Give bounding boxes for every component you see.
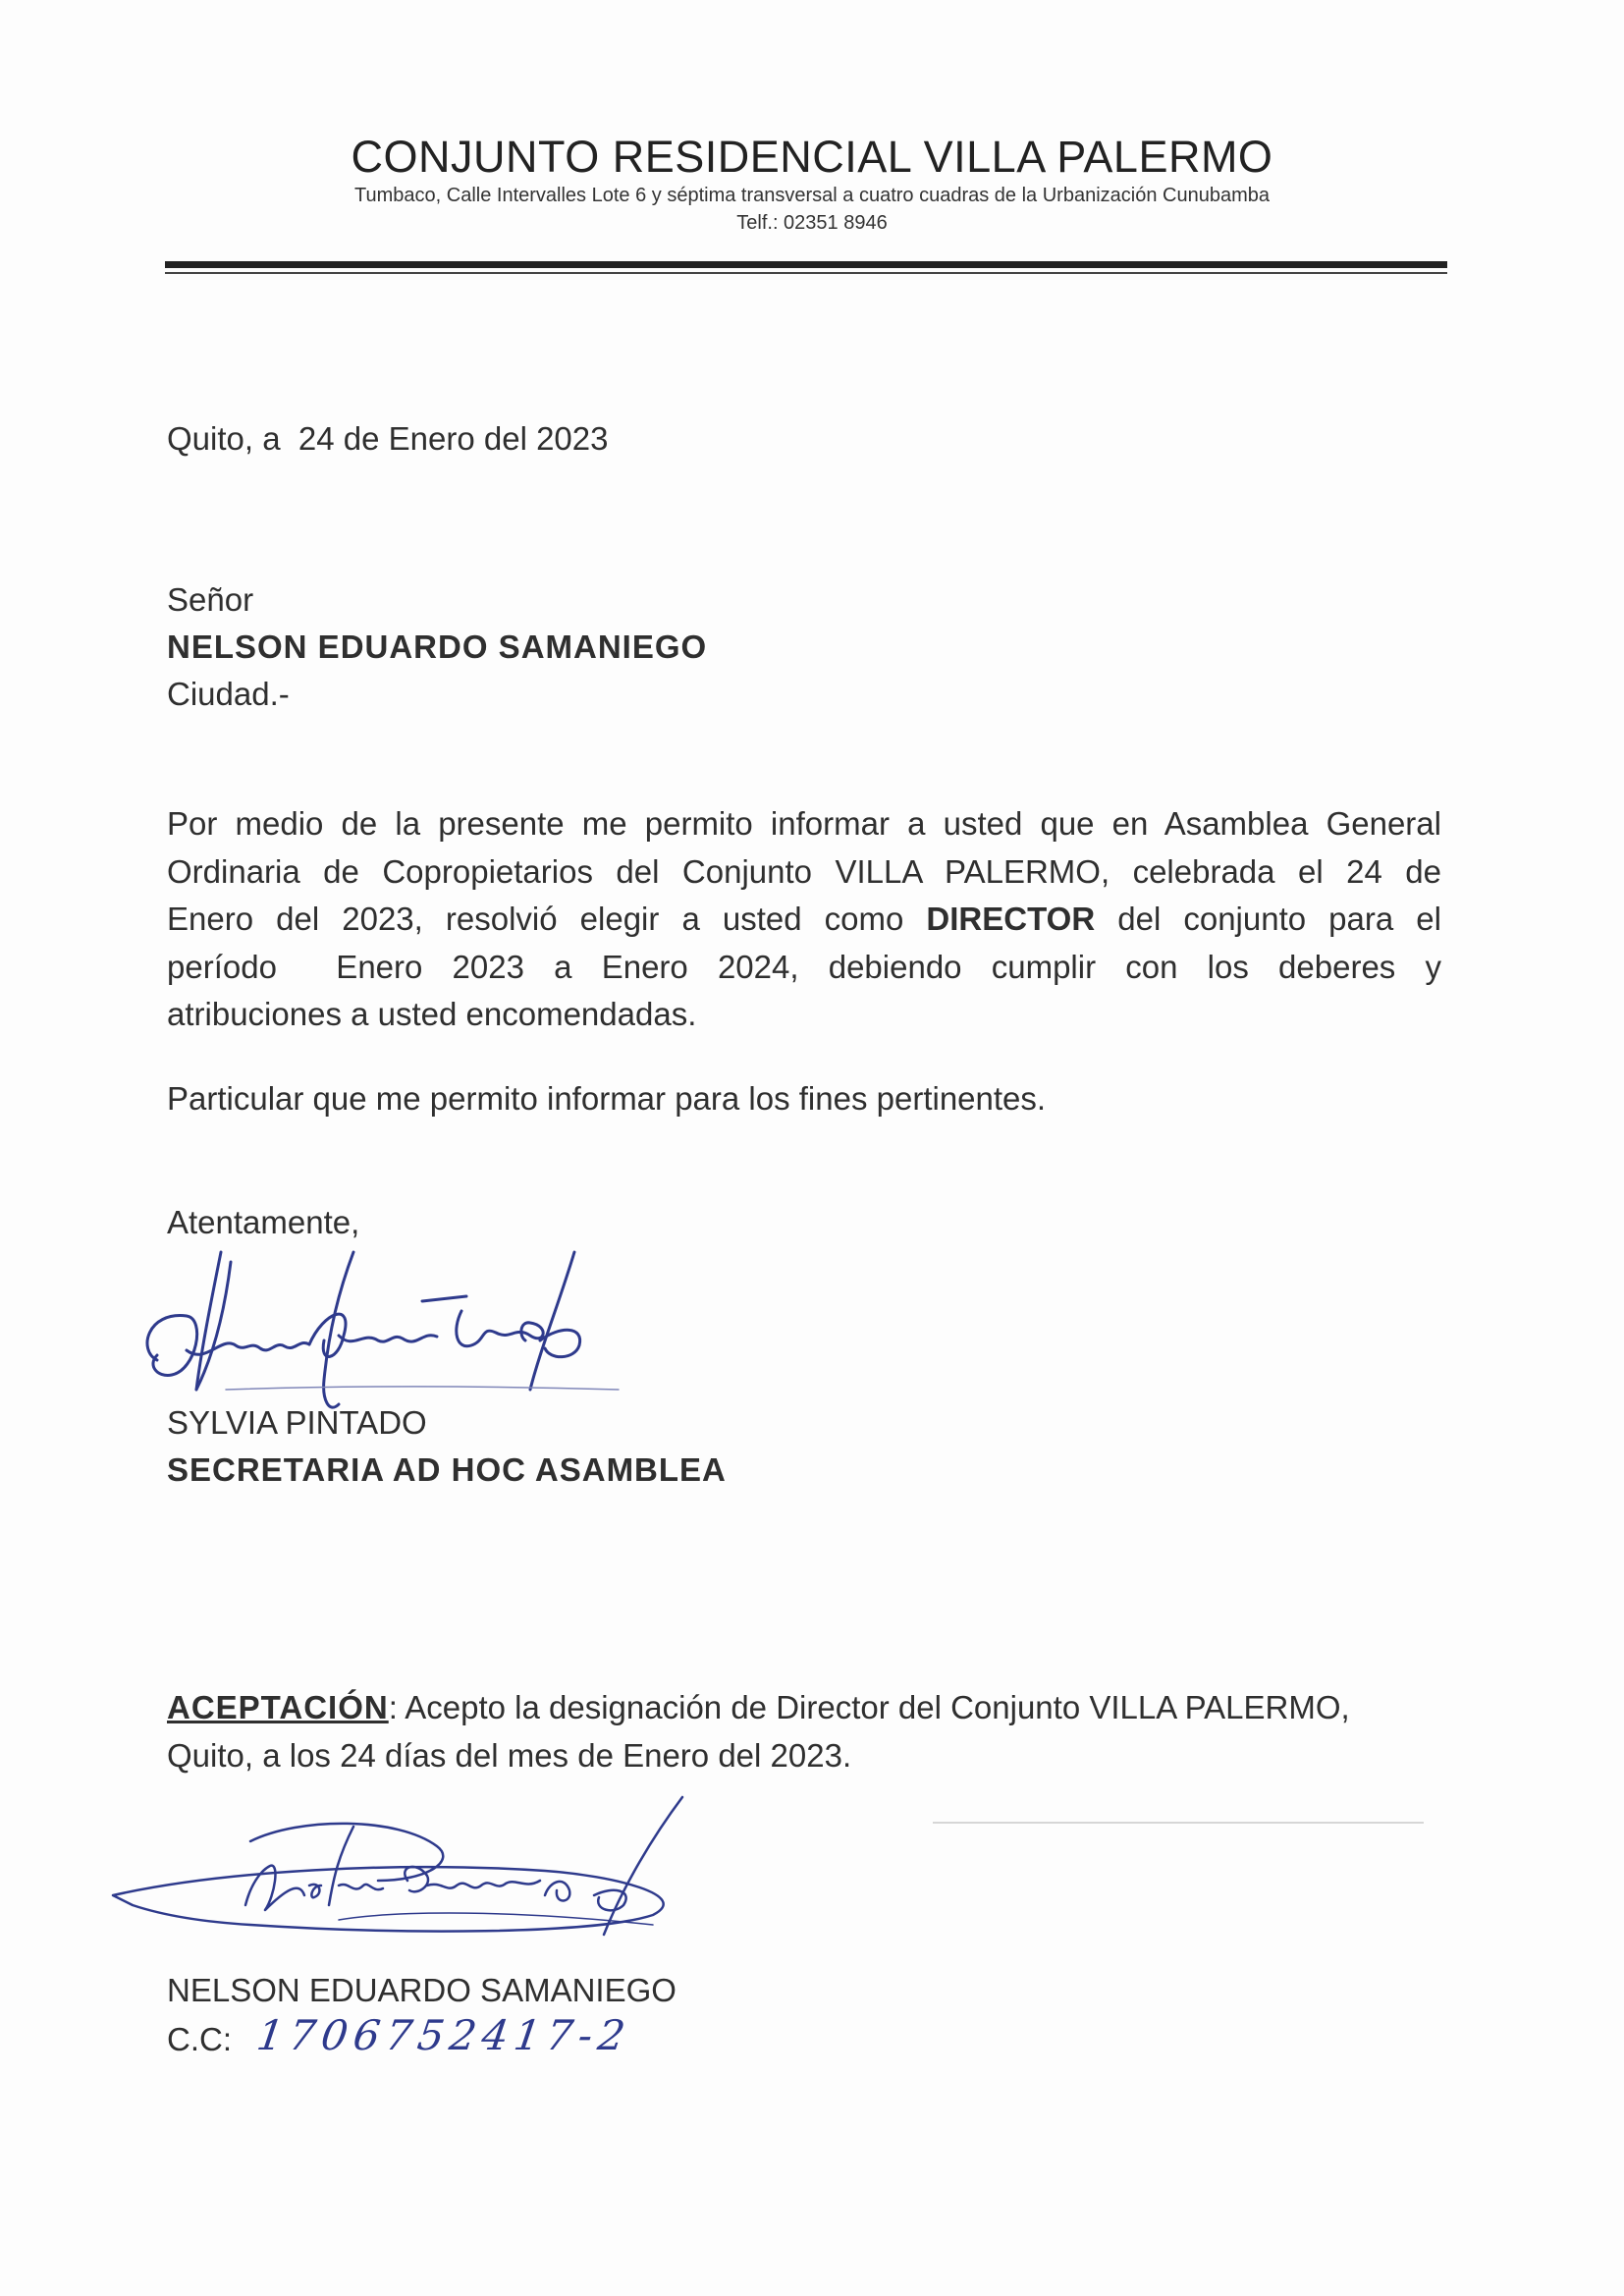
secretary-name: SYLVIA PINTADO bbox=[167, 1404, 427, 1441]
acceptor-id-handwritten: 1706752417-2 bbox=[253, 2011, 634, 2059]
acceptance-line-1 bbox=[167, 1689, 1453, 1726]
acceptor-name: NELSON EDUARDO SAMANIEGO bbox=[167, 1972, 677, 2008]
secretary-signature bbox=[128, 1242, 638, 1419]
body-line-5: atribuciones a usted encomendadas. bbox=[167, 996, 697, 1032]
body-line-3 bbox=[167, 896, 1441, 944]
sign-off: Atentamente, bbox=[167, 1204, 360, 1240]
letterhead-phone: Telf.: 02351 8946 bbox=[736, 212, 888, 234]
closing-note: Particular que me permito informar para los fines pertinentes. bbox=[167, 1080, 1047, 1117]
acceptance-line-2: Quito, a los 24 días del mes de Enero del 2023. bbox=[167, 1737, 852, 1774]
letterhead-address: Tumbaco, Calle Intervalles Lote 6 y séptima transversal a cuatro cuadras de la Urbanización Cunubamba bbox=[354, 185, 1270, 206]
recipient-salutation: Señor bbox=[167, 581, 254, 618]
acceptor-signature bbox=[103, 1787, 692, 1954]
acceptance-text-1: : Acepto la designación de Director del Conjunto VILLA PALERMO, bbox=[388, 1689, 1350, 1725]
date-line: Quito, a 24 de Enero del 2023 bbox=[167, 420, 609, 457]
letterhead-rule-thin bbox=[165, 272, 1447, 274]
body-line-1: Por medio de la presente me permito informar a usted que en Asamblea General bbox=[167, 805, 1441, 842]
acceptor-id-label: C.C: bbox=[167, 2021, 232, 2057]
secretary-role: SECRETARIA AD HOC ASAMBLEA bbox=[167, 1451, 727, 1488]
letterhead-rule-thick bbox=[165, 261, 1447, 268]
faint-line bbox=[933, 1822, 1424, 1824]
body-line-3-end: del conjunto para el bbox=[1095, 901, 1441, 937]
recipient-city: Ciudad.- bbox=[167, 676, 290, 712]
body-paragraph bbox=[167, 800, 1441, 1039]
recipient-name: NELSON EDUARDO SAMANIEGO bbox=[167, 629, 708, 665]
director-emphasis: DIRECTOR bbox=[926, 901, 1096, 937]
body-line-2: Ordinaria de Copropietarios del Conjunto VILLA PALERMO, celebrada el 24 de bbox=[167, 852, 1441, 890]
letterhead-title: CONJUNTO RESIDENCIAL VILLA PALERMO bbox=[351, 132, 1273, 182]
acceptance-label: ACEPTACIÓN bbox=[167, 1689, 389, 1725]
body-line-3-start: Enero del 2023, resolvió elegir a usted como bbox=[167, 901, 927, 937]
body-line-4: período Enero 2023 a Enero 2024, debiendo cumplir con los deberes y bbox=[167, 948, 1441, 985]
